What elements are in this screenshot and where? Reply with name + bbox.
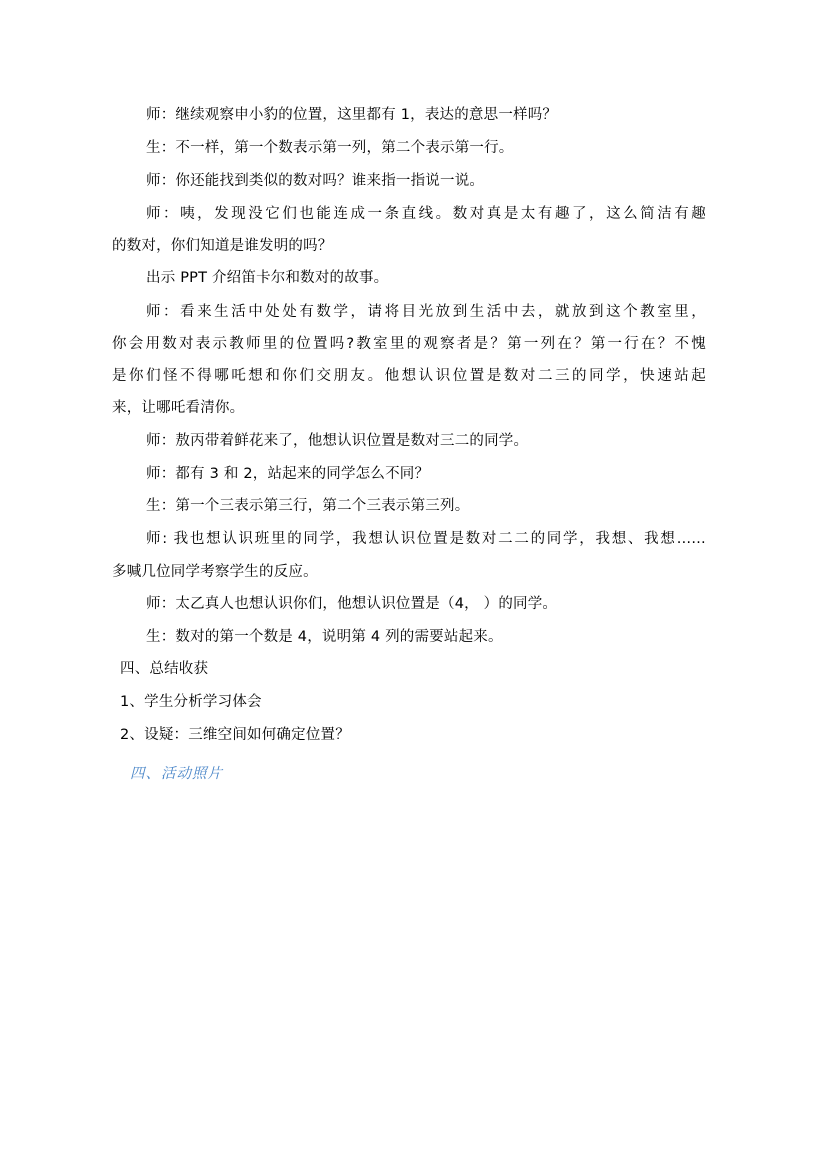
paragraph-teacher-line-4: 多喊几位同学考察学生的反应。 [112, 564, 318, 580]
paragraph-teacher-question-3: 师：都有 3 和 2，站起来的同学怎么不同？ [146, 466, 430, 482]
summary-item-1: 1、学生分析学习体会 [120, 694, 262, 710]
paragraph-teacher-line-2: 的数对，你们知道是谁发明的吗？ [112, 238, 333, 254]
paragraph-teacher-line-3: 师: 我也想认识班里的同学，我想认识位置是数对二二的同学，我想、我想…… [146, 531, 706, 547]
paragraph-ppt-intro: 出示 PPT 介绍笛卡尔和数对的故事。 [146, 270, 389, 286]
section-summary-title: 四、总结收获 [120, 661, 209, 677]
paragraph-aobing: 师：敖丙带着鲜花来了，他想认识位置是数对三二的同学。 [146, 433, 529, 449]
paragraph-student-answer-2: 生：第一个三表示第三行，第二个三表示第三列。 [146, 498, 470, 514]
paragraph-teacher-question-1: 师：继续观察申小豹的位置，这里都有 1，表达的意思一样吗？ [146, 107, 558, 123]
paragraph-student-answer-3: 生：数对的第一个数是 4，说明第 4 列的需要站起来。 [146, 629, 503, 645]
paragraph-classroom-line-3: 是你们怪不得哪吒想和你们交朋友。他想认识位置是数对二三的同学，快速站起 [112, 368, 706, 384]
paragraph-classroom-line-4: 来，让哪吒看清你。 [112, 400, 245, 416]
paragraph-classroom-line-2: 你会用数对表示教师里的位置吗?教室里的观察者是？第一列在？第一行在？不愧 [112, 336, 706, 352]
section-photos-title: 四、活动照片 [130, 766, 223, 782]
paragraph-taiyi: 师：太乙真人也想认识你们，他想认识位置是（4， ）的同学。 [146, 596, 558, 612]
paragraph-student-answer-1: 生：不一样，第一个数表示第一列，第二个表示第一行。 [146, 140, 514, 156]
paragraph-teacher-line-1: 师：咦，发现没它们也能连成一条直线。数对真是太有趣了，这么简洁有趣 [146, 206, 706, 222]
paragraph-classroom-line-1: 师：看来生活中处处有数学，请将目光放到生活中去，就放到这个教室里， [146, 304, 706, 320]
paragraph-teacher-question-2: 师：你还能找到类似的数对吗？谁来指一指说一说。 [146, 173, 485, 189]
summary-item-2: 2、设疑：三维空间如何确定位置？ [120, 727, 350, 743]
